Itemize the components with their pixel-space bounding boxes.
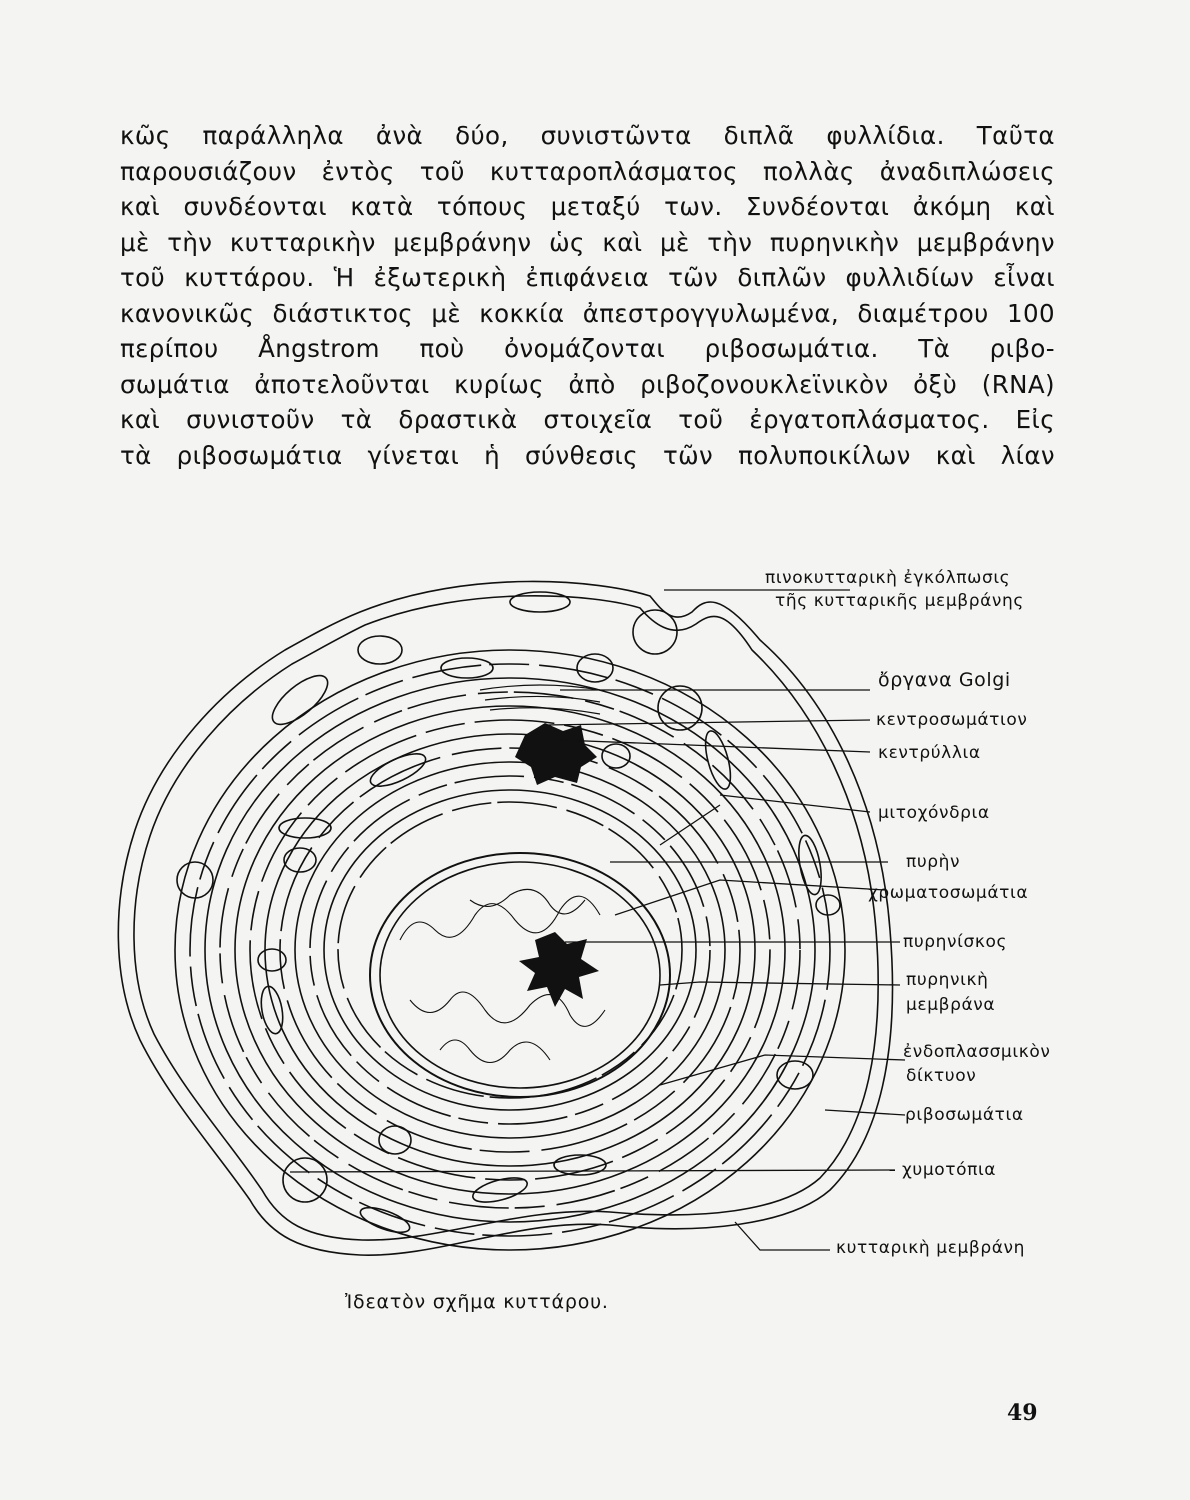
label-pinocytosis-line1: πινοκυτταρικὴ ἐγκόλπωσις — [765, 568, 1011, 588]
label-chromatin: χρωματοσωμάτια — [868, 883, 1029, 903]
leader-vacuoles — [290, 1170, 895, 1172]
text-line: τοῦ κυττάρου. Ἡ ἐξωτερικὴ ἐπιφάνεια τῶν διπλῶν φυλλιδίων εἶναι — [120, 263, 1055, 292]
label-nucleolus: πυρηνίσκος — [903, 932, 1008, 952]
label-ribosomes: ριβοσωμάτια — [905, 1105, 1024, 1125]
figure-caption: Ἰδεατὸν σχῆμα κυττάρου. — [345, 1291, 609, 1313]
text-line: περίπου Ångstrom ποὺ ὀνομάζονται ριβοσωμάτια. Τὰ ριβο- — [120, 334, 1055, 363]
page-number: 49 — [1007, 1400, 1038, 1426]
leader-mitochondria — [660, 795, 870, 845]
text-line: παρουσιάζουν ἐντὸς τοῦ κυτταροπλάσματος πολλὰς ἀναδιπλώσεις — [120, 156, 1055, 186]
text-line: μὲ τὴν κυτταρικὴν μεμβράνην ὡς καὶ μὲ τὴν πυρηνικὴν μεμβράνην — [120, 227, 1055, 257]
label-vacuoles: χυμοτόπια — [902, 1160, 997, 1180]
leader-nuclear-membrane — [660, 982, 900, 985]
text-line: καὶ συνιστοῦν τὰ δραστικὰ στοιχεῖα τοῦ ἐργατοπλάσματος. Εἰς — [120, 405, 1055, 434]
label-centrosome: κεντροσωμάτιον — [876, 710, 1028, 730]
leader-cell-membrane — [735, 1222, 830, 1250]
centrosome-blob — [515, 723, 597, 785]
label-er-line1: ἐνδοπλασσμικὸν — [903, 1042, 1051, 1062]
text-line: καὶ συνδέονται κατὰ τόπους μεταξύ των. Συνδέονται ἀκόμη καὶ — [120, 192, 1055, 221]
label-nuclear-membrane-line1: πυρηνικὴ — [906, 970, 989, 990]
label-cell-membrane: κυτταρικὴ μεμβράνη — [836, 1238, 1026, 1258]
label-golgi: ὄργανα Golgi — [878, 669, 1011, 691]
label-pinocytosis-line2: τῆς κυτταρικῆς μεμβράνης — [775, 591, 1024, 611]
vacuole — [633, 610, 677, 654]
text-line: σωμάτια ἀποτελοῦνται κυρίως ἀπὸ ριβοζονουκλεϊνικὸν ὀξὺ (RNA) — [120, 369, 1055, 399]
cell-membrane-outline — [118, 581, 892, 1255]
label-er-line2: δίκτυον — [906, 1066, 977, 1086]
leader-ribosomes — [825, 1110, 905, 1115]
label-mitochondria: μιτοχόνδρια — [878, 803, 990, 823]
text-line: κανονικῶς διάστικτος μὲ κοκκία ἀπεστρογγυλωμένα, διαμέτρου 100 — [120, 298, 1055, 328]
text-line: τὰ ριβοσωμάτια γίνεται ἡ σύνθεσις τῶν πολυποικίλων καὶ λίαν — [120, 440, 1055, 470]
text-line: κῶς παράλληλα ἀνὰ δύο, συνιστῶντα διπλᾶ φυλλίδια. Ταῦτα — [120, 121, 1055, 150]
nucleolus-blob — [519, 932, 599, 1007]
label-nuclear-membrane-line2: μεμβράνα — [906, 995, 996, 1015]
label-centrioles: κεντρύλλια — [878, 743, 981, 763]
label-nucleus: πυρὴν — [906, 852, 961, 872]
